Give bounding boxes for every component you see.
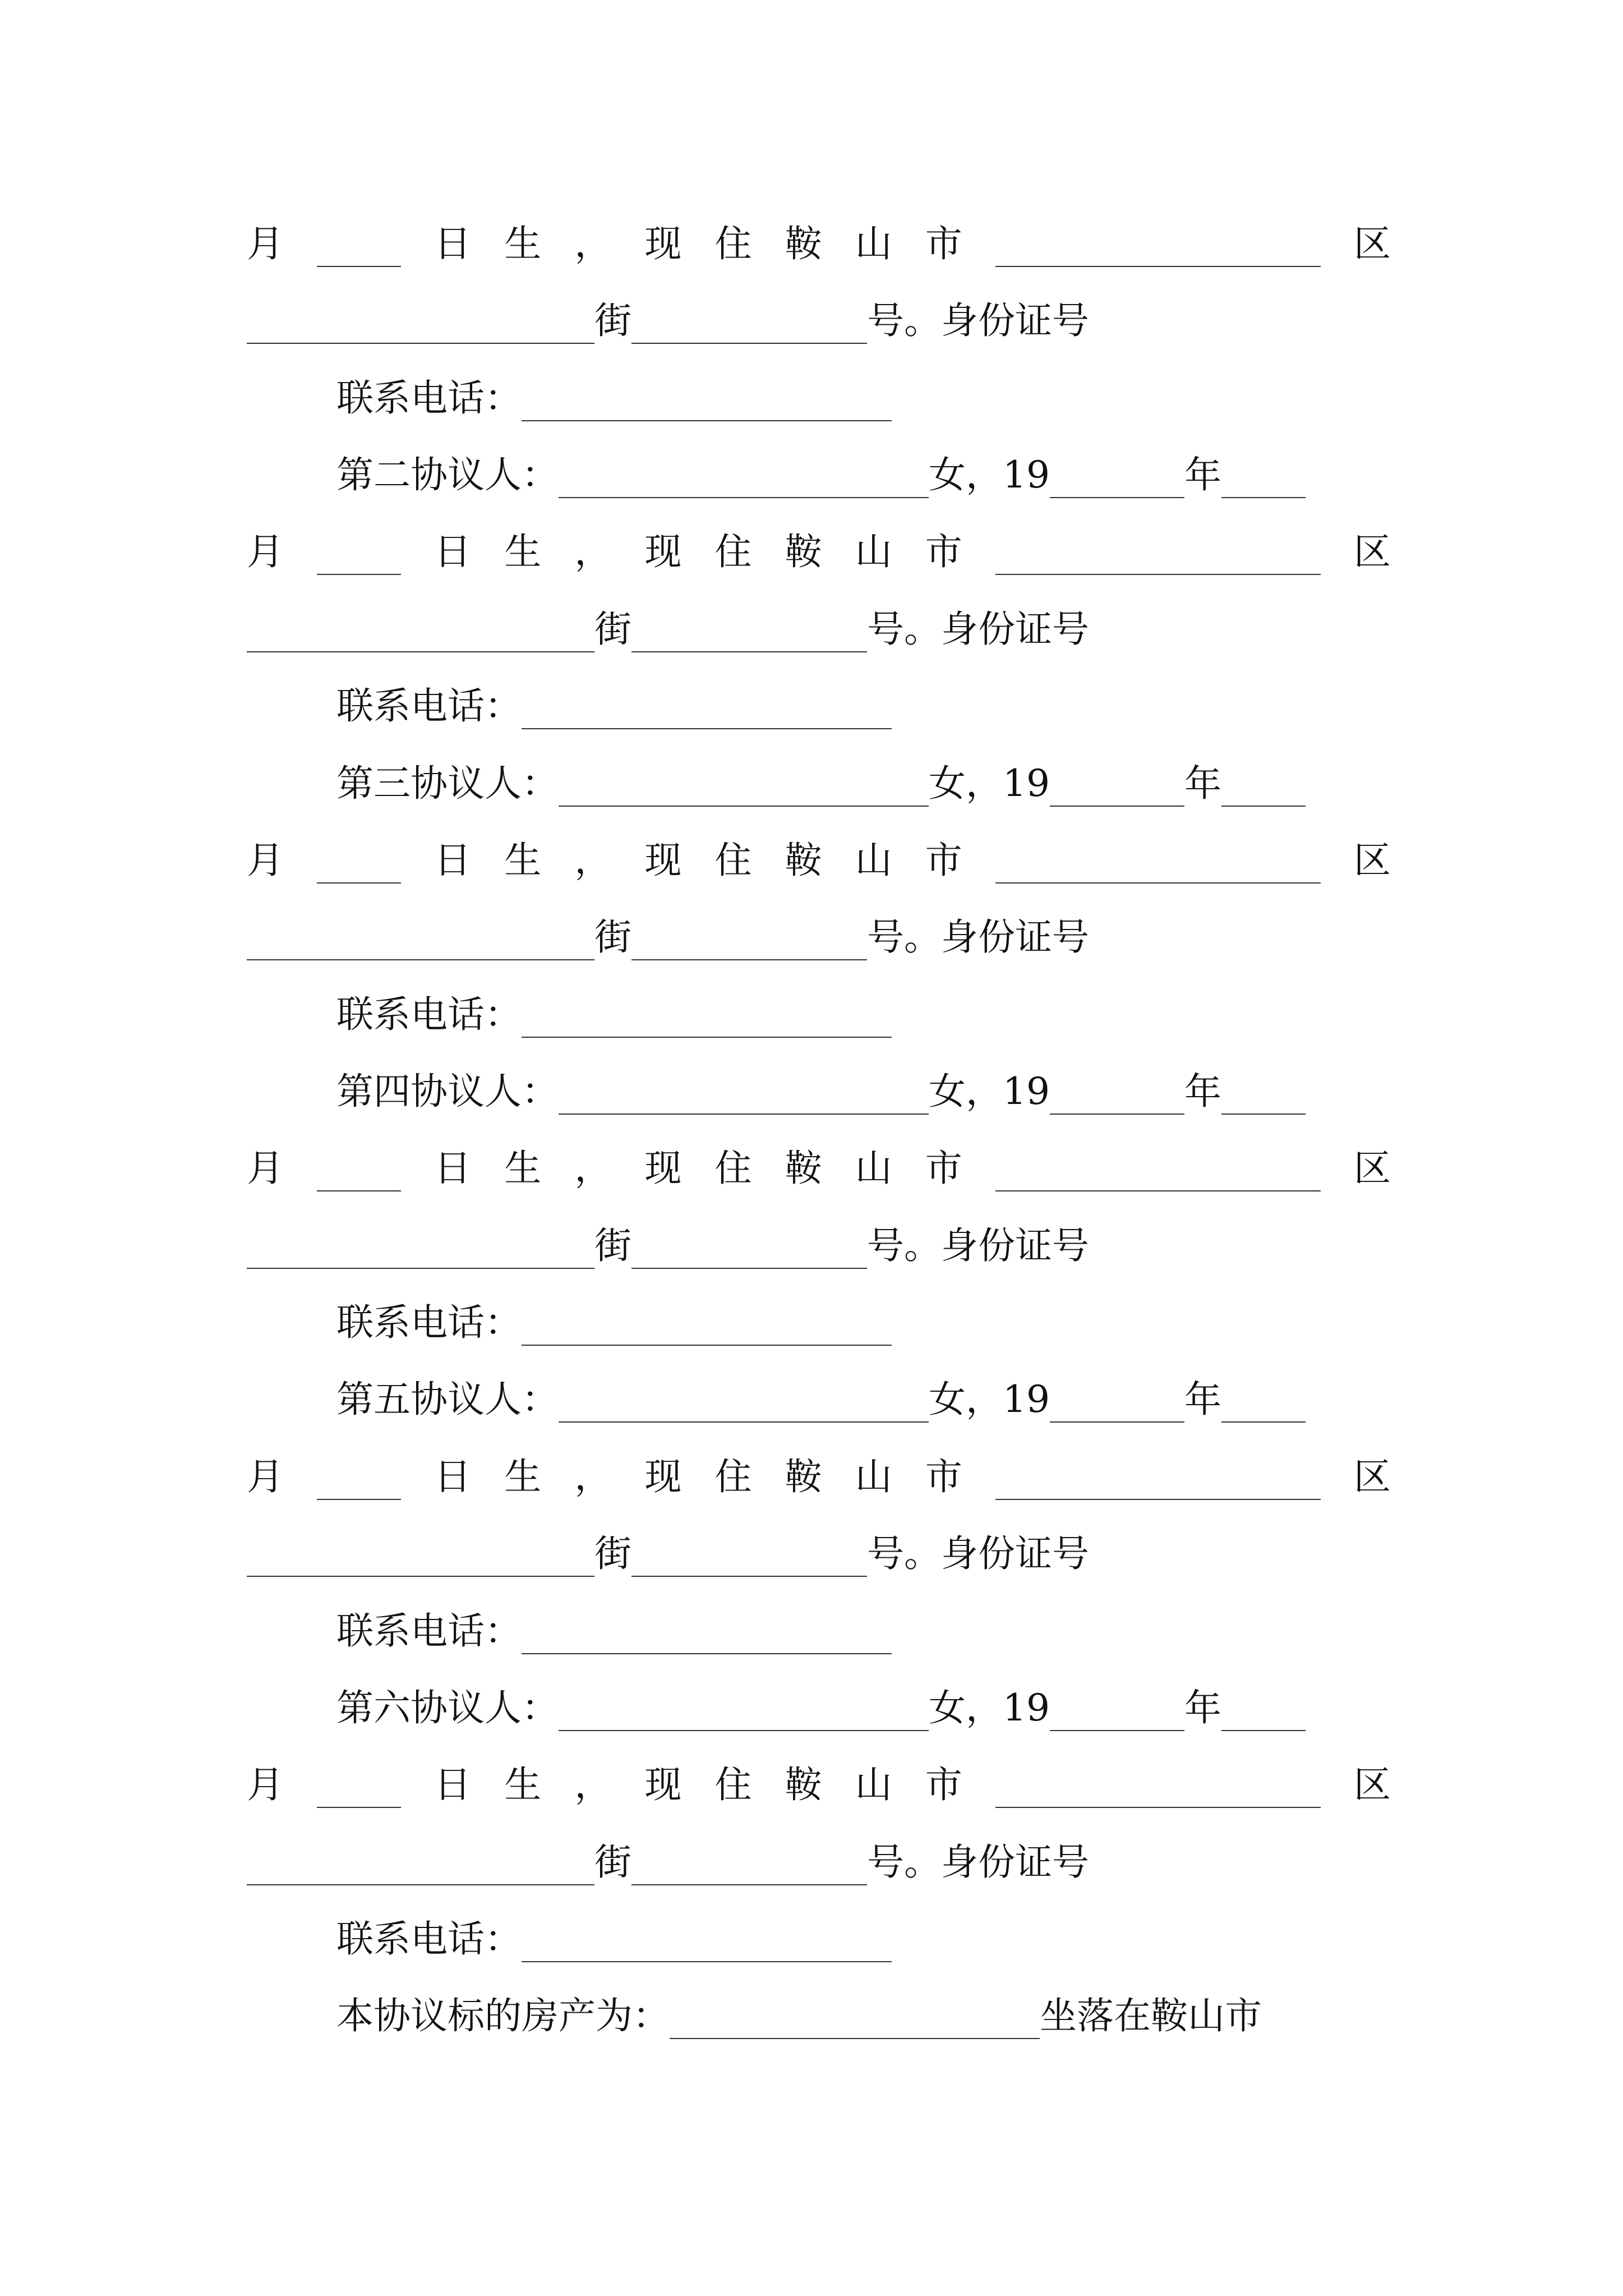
party-label: 第二协议人： [336,453,559,496]
day-blank [317,540,401,575]
street-line [247,601,1391,657]
street-line [247,293,1391,349]
an-char: 鞍 [785,1455,822,1498]
phone-line [336,678,1391,734]
phone-blank [522,386,892,421]
street-char: 街 [594,1532,631,1575]
address-line [247,832,1391,889]
address-line [247,1757,1391,1813]
id-text: 号。身份证号 [867,915,1089,959]
address-line [247,216,1391,272]
month-blank [1221,463,1306,498]
month-blank [1221,1080,1306,1115]
sheng-char: 生 [504,1147,542,1190]
party-name-line [336,1064,1391,1120]
shi-char: 市 [925,1147,962,1190]
month-blank [1221,1696,1306,1731]
year-char: 年 [1184,1686,1221,1729]
day-blank [317,849,401,884]
shi-char: 市 [925,530,962,573]
shan-char: 山 [855,222,892,265]
month-blank [1221,1388,1306,1423]
day-blank [317,1773,401,1808]
party-name-line [336,447,1391,503]
year-blank [1050,463,1184,498]
district-char: 区 [1353,1147,1391,1190]
day-blank [317,1157,401,1191]
ri-char: 日 [434,1455,472,1498]
phone-blank [522,1927,892,1962]
number-blank [631,926,867,960]
sheng-char: 生 [504,530,542,573]
phone-line [336,370,1391,426]
year-char: 年 [1184,1378,1221,1421]
address-line [247,524,1391,580]
year-blank [1050,772,1184,807]
property-location: 坐落在鞍山市 [1040,1994,1262,2037]
property-line [336,1988,1391,2044]
id-text: 号。身份证号 [867,1224,1089,1267]
an-char: 鞍 [785,1147,822,1190]
sheng-char: 生 [504,1763,542,1806]
street-char: 街 [594,1841,631,1884]
day-blank [317,232,401,267]
phone-label: 联系电话： [336,1609,522,1653]
shan-char: 山 [855,839,892,882]
shan-char: 山 [855,1147,892,1190]
year-blank [1050,1080,1184,1115]
month-char: 月 [247,222,284,265]
gender-year-text: 女，19 [929,1070,1050,1113]
month-blank [1221,772,1306,807]
shan-char: 山 [855,530,892,573]
street-line [247,1218,1391,1274]
phone-label: 联系电话： [336,376,522,420]
property-label: 本协议标的房产为： [336,1994,670,2037]
zhu-char: 住 [714,1455,752,1498]
party-name-line [336,756,1391,812]
phone-line [336,1295,1391,1351]
gender-year-text: 女，19 [929,1686,1050,1729]
id-text: 号。身份证号 [867,1841,1089,1884]
number-blank [631,1851,867,1885]
an-char: 鞍 [785,530,822,573]
address-line [247,1449,1391,1505]
ri-char: 日 [434,839,472,882]
street-blank [247,1234,594,1269]
name-blank [559,1080,929,1115]
property-blank [670,2004,1040,2039]
month-char: 月 [247,530,284,573]
an-char: 鞍 [785,839,822,882]
comma-char: ， [574,839,612,882]
phone-label: 联系电话： [336,993,522,1036]
street-line [247,909,1391,965]
name-blank [559,1696,929,1731]
number-blank [631,1234,867,1269]
month-char: 月 [247,839,284,882]
street-char: 街 [594,299,631,342]
phone-line [336,1911,1391,1967]
month-char: 月 [247,1763,284,1806]
comma-char: ， [574,530,612,573]
district-blank [995,849,1321,884]
party-label: 第四协议人： [336,1070,559,1113]
gender-year-text: 女，19 [929,1378,1050,1421]
xian-char: 现 [644,1763,682,1806]
phone-blank [522,1619,892,1654]
party-name-line [336,1372,1391,1428]
zhu-char: 住 [714,839,752,882]
id-text: 号。身份证号 [867,608,1089,651]
xian-char: 现 [644,1455,682,1498]
xian-char: 现 [644,530,682,573]
shi-char: 市 [925,1455,962,1498]
comma-char: ， [574,1455,612,1498]
xian-char: 现 [644,222,682,265]
an-char: 鞍 [785,222,822,265]
street-blank [247,309,594,344]
phone-line [336,1603,1391,1659]
sheng-char: 生 [504,839,542,882]
shi-char: 市 [925,1763,962,1806]
id-text: 号。身份证号 [867,1532,1089,1575]
district-char: 区 [1353,1763,1391,1806]
id-text: 号。身份证号 [867,299,1089,342]
district-char: 区 [1353,1455,1391,1498]
street-blank [247,926,594,960]
sheng-char: 生 [504,222,542,265]
street-line [247,1526,1391,1582]
zhu-char: 住 [714,1147,752,1190]
number-blank [631,618,867,652]
name-blank [559,1388,929,1423]
sheng-char: 生 [504,1455,542,1498]
phone-blank [522,694,892,729]
gender-year-text: 女，19 [929,453,1050,496]
party-name-line [336,1680,1391,1736]
an-char: 鞍 [785,1763,822,1806]
district-blank [995,540,1321,575]
comma-char: ， [574,1147,612,1190]
street-blank [247,1542,594,1577]
district-char: 区 [1353,530,1391,573]
year-char: 年 [1184,762,1221,805]
ri-char: 日 [434,1147,472,1190]
district-char: 区 [1353,839,1391,882]
district-blank [995,1157,1321,1191]
year-char: 年 [1184,453,1221,496]
street-char: 街 [594,1224,631,1267]
gender-year-text: 女，19 [929,762,1050,805]
phone-label: 联系电话： [336,1301,522,1344]
district-blank [995,1773,1321,1808]
phone-blank [522,1311,892,1346]
ri-char: 日 [434,222,472,265]
district-char: 区 [1353,222,1391,265]
shi-char: 市 [925,839,962,882]
name-blank [559,463,929,498]
year-char: 年 [1184,1070,1221,1113]
district-blank [995,1465,1321,1500]
street-blank [247,618,594,652]
street-char: 街 [594,915,631,959]
shan-char: 山 [855,1455,892,1498]
name-blank [559,772,929,807]
zhu-char: 住 [714,1763,752,1806]
phone-label: 联系电话： [336,684,522,728]
number-blank [631,1542,867,1577]
ri-char: 日 [434,1763,472,1806]
ri-char: 日 [434,530,472,573]
party-label: 第六协议人： [336,1686,559,1729]
month-char: 月 [247,1455,284,1498]
shi-char: 市 [925,222,962,265]
day-blank [317,1465,401,1500]
phone-blank [522,1003,892,1038]
year-blank [1050,1388,1184,1423]
address-line [247,1140,1391,1197]
phone-line [336,987,1391,1043]
district-blank [995,232,1321,267]
street-char: 街 [594,608,631,651]
xian-char: 现 [644,1147,682,1190]
zhu-char: 住 [714,530,752,573]
shan-char: 山 [855,1763,892,1806]
phone-label: 联系电话： [336,1917,522,1961]
number-blank [631,309,867,344]
zhu-char: 住 [714,222,752,265]
street-line [247,1834,1391,1890]
comma-char: ， [574,1763,612,1806]
comma-char: ， [574,222,612,265]
party-label: 第五协议人： [336,1378,559,1421]
month-char: 月 [247,1147,284,1190]
year-blank [1050,1696,1184,1731]
street-blank [247,1851,594,1885]
party-label: 第三协议人： [336,762,559,805]
xian-char: 现 [644,839,682,882]
